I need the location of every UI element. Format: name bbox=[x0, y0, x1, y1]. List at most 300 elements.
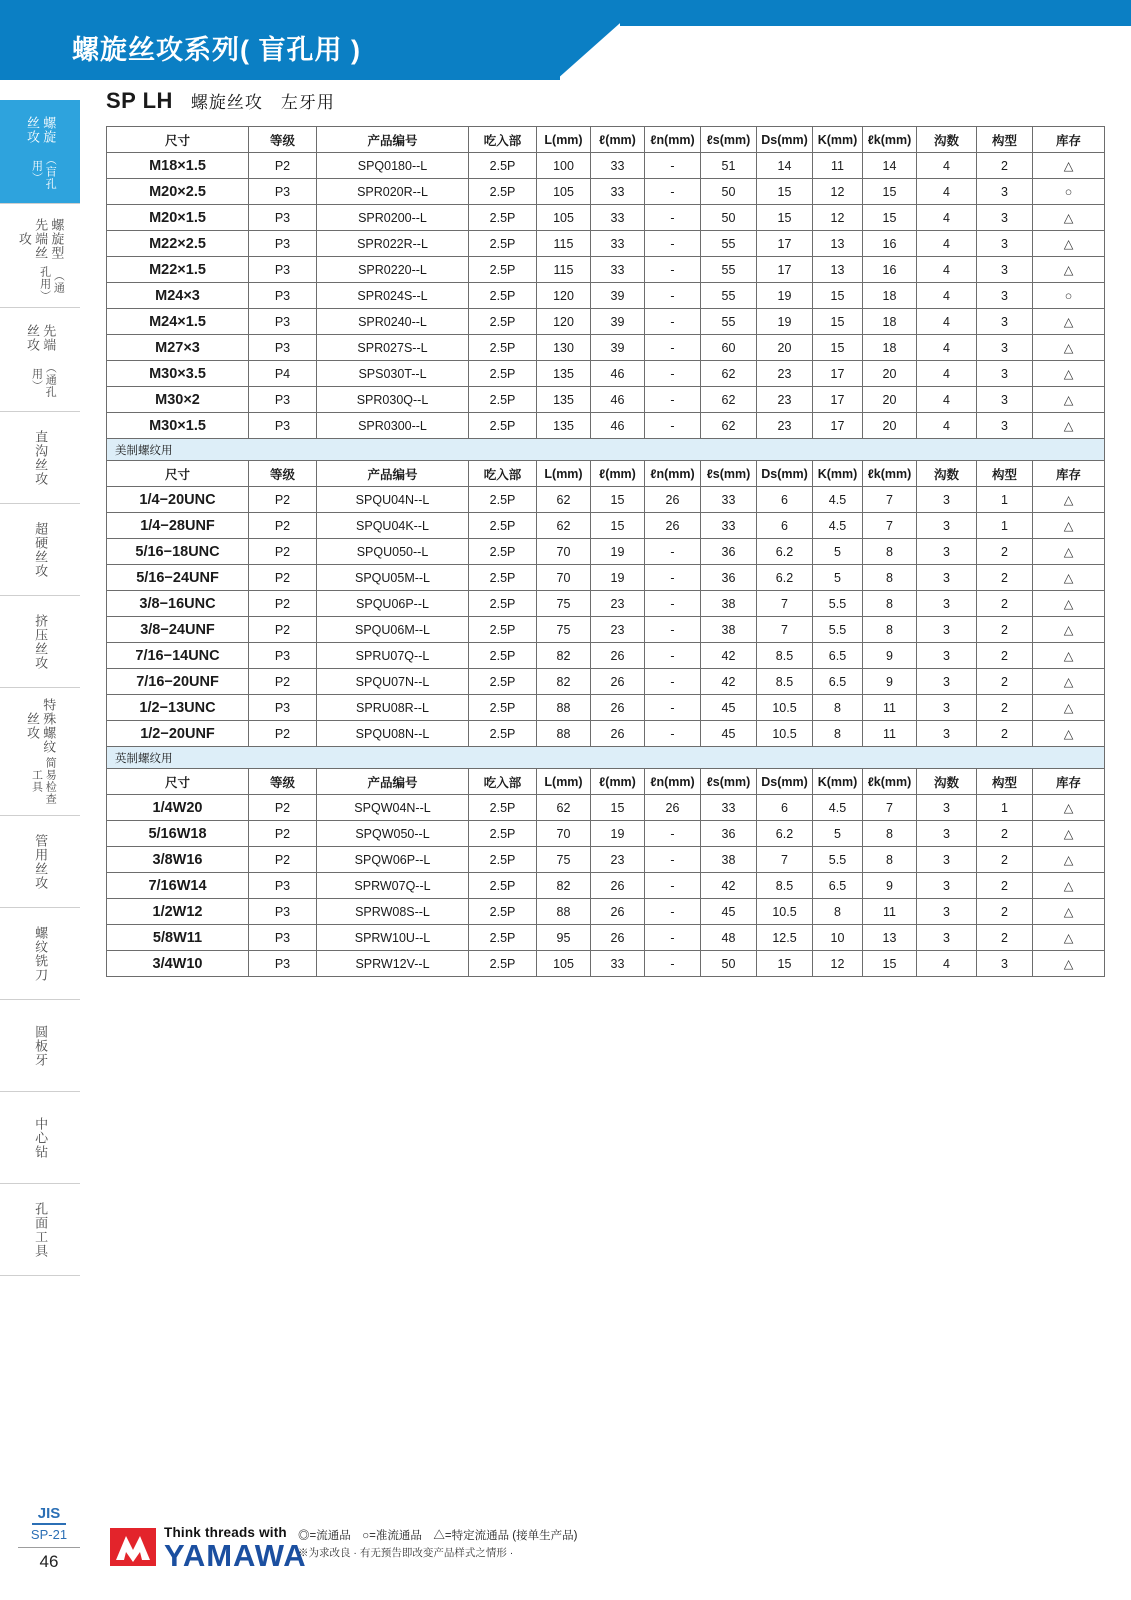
cell-9: 15 bbox=[813, 335, 863, 361]
cell-1: P3 bbox=[249, 387, 317, 413]
column-header-5 bbox=[591, 127, 645, 153]
cell-stock: △ bbox=[1033, 591, 1105, 617]
column-header-unit: (mm) bbox=[552, 774, 583, 789]
cell-size: 7/16W14 bbox=[107, 873, 249, 899]
cell-product-code: SPR0240--L bbox=[317, 309, 469, 335]
cell-6: - bbox=[645, 925, 701, 951]
sidebar-item-label: 先端丝攻 bbox=[25, 323, 57, 352]
cell-8: 7 bbox=[757, 617, 813, 643]
cell-1: P3 bbox=[249, 413, 317, 439]
column-header-label: ℓk bbox=[867, 774, 881, 789]
cell-4: 115 bbox=[537, 231, 591, 257]
column-header-11 bbox=[917, 461, 977, 487]
cell-10: 7 bbox=[863, 795, 917, 821]
cell-11: 3 bbox=[917, 565, 977, 591]
cell-9: 13 bbox=[813, 257, 863, 283]
cell-10: 9 bbox=[863, 643, 917, 669]
table-row bbox=[107, 643, 1105, 669]
spec-table-container bbox=[106, 126, 1081, 977]
cell-stock: △ bbox=[1033, 925, 1105, 951]
cell-6: - bbox=[645, 413, 701, 439]
column-header-12 bbox=[977, 769, 1033, 795]
column-header-unit: (mm) bbox=[777, 132, 808, 147]
table-row bbox=[107, 231, 1105, 257]
cell-4: 82 bbox=[537, 643, 591, 669]
table-row bbox=[107, 513, 1105, 539]
table-row bbox=[107, 565, 1105, 591]
cell-11: 3 bbox=[917, 795, 977, 821]
cell-product-code: SPQW04N--L bbox=[317, 795, 469, 821]
table-row bbox=[107, 283, 1105, 309]
cell-1: P2 bbox=[249, 153, 317, 179]
column-header-label: ℓn bbox=[650, 466, 665, 481]
cell-12: 3 bbox=[977, 413, 1033, 439]
jis-label: JIS bbox=[32, 1505, 67, 1525]
cell-size: 1/4−28UNF bbox=[107, 513, 249, 539]
cell-11: 3 bbox=[917, 617, 977, 643]
cell-8: 20 bbox=[757, 335, 813, 361]
column-header-6 bbox=[645, 127, 701, 153]
cell-10: 14 bbox=[863, 153, 917, 179]
cell-12: 2 bbox=[977, 643, 1033, 669]
column-header-12 bbox=[977, 127, 1033, 153]
cell-10: 11 bbox=[863, 899, 917, 925]
column-header-label: Ds bbox=[761, 132, 778, 147]
cell-10: 16 bbox=[863, 231, 917, 257]
column-header-3 bbox=[469, 769, 537, 795]
cell-6: - bbox=[645, 387, 701, 413]
cell-12: 2 bbox=[977, 925, 1033, 951]
cell-6: - bbox=[645, 565, 701, 591]
cell-5: 26 bbox=[591, 721, 645, 747]
cell-size: 7/16−14UNC bbox=[107, 643, 249, 669]
cell-4: 135 bbox=[537, 387, 591, 413]
column-header-unit: (mm) bbox=[826, 132, 858, 147]
cell-9: 5 bbox=[813, 821, 863, 847]
column-header-unit: (mm) bbox=[664, 774, 695, 789]
sidebar-item-4[interactable] bbox=[0, 504, 80, 596]
cell-9: 13 bbox=[813, 231, 863, 257]
cell-product-code: SPR022R--L bbox=[317, 231, 469, 257]
column-header-4 bbox=[537, 461, 591, 487]
sidebar-item-label: 螺纹铣刀 bbox=[33, 925, 49, 982]
cell-4: 88 bbox=[537, 695, 591, 721]
cell-stock: ○ bbox=[1033, 283, 1105, 309]
table-row bbox=[107, 795, 1105, 821]
cell-9: 5.5 bbox=[813, 617, 863, 643]
sidebar-item-6[interactable] bbox=[0, 688, 80, 816]
column-header-unit: (mm) bbox=[605, 466, 636, 481]
cell-7: 50 bbox=[701, 205, 757, 231]
cell-6: - bbox=[645, 309, 701, 335]
cell-12: 3 bbox=[977, 179, 1033, 205]
cell-product-code: SPQU06M--L bbox=[317, 617, 469, 643]
sidebar-item-label: 直沟丝攻 bbox=[33, 429, 49, 486]
cell-3: 2.5P bbox=[469, 925, 537, 951]
column-header-unit: (mm) bbox=[719, 132, 751, 147]
sidebar-item-8[interactable] bbox=[0, 908, 80, 1000]
jis-code: SP-21 bbox=[30, 1527, 68, 1542]
cell-7: 42 bbox=[701, 643, 757, 669]
cell-9: 6.5 bbox=[813, 643, 863, 669]
cell-5: 19 bbox=[591, 821, 645, 847]
column-header-0 bbox=[107, 461, 249, 487]
cell-8: 10.5 bbox=[757, 695, 813, 721]
cell-8: 15 bbox=[757, 205, 813, 231]
cell-9: 17 bbox=[813, 387, 863, 413]
yamawa-mark-icon bbox=[110, 1524, 156, 1570]
cell-stock: △ bbox=[1033, 205, 1105, 231]
cell-6: - bbox=[645, 821, 701, 847]
cell-10: 15 bbox=[863, 205, 917, 231]
cell-5: 15 bbox=[591, 795, 645, 821]
cell-4: 100 bbox=[537, 153, 591, 179]
cell-9: 15 bbox=[813, 283, 863, 309]
cell-7: 55 bbox=[701, 283, 757, 309]
cell-3: 2.5P bbox=[469, 643, 537, 669]
cell-size: M22×2.5 bbox=[107, 231, 249, 257]
cell-1: P3 bbox=[249, 925, 317, 951]
cell-7: 60 bbox=[701, 335, 757, 361]
cell-10: 8 bbox=[863, 617, 917, 643]
cell-product-code: SPRW08S--L bbox=[317, 899, 469, 925]
cell-5: 23 bbox=[591, 847, 645, 873]
column-header-label: 产品编号 bbox=[367, 775, 418, 790]
column-header-9 bbox=[813, 769, 863, 795]
cell-product-code: SPQ0180--L bbox=[317, 153, 469, 179]
cell-stock: △ bbox=[1033, 413, 1105, 439]
cell-7: 38 bbox=[701, 591, 757, 617]
cell-3: 2.5P bbox=[469, 361, 537, 387]
cell-11: 4 bbox=[917, 283, 977, 309]
cell-12: 2 bbox=[977, 539, 1033, 565]
cell-size: M30×1.5 bbox=[107, 413, 249, 439]
cell-6: - bbox=[645, 231, 701, 257]
cell-6: - bbox=[645, 205, 701, 231]
sidebar-item-1[interactable] bbox=[0, 204, 80, 308]
table-row bbox=[107, 669, 1105, 695]
column-header-3 bbox=[469, 461, 537, 487]
cell-5: 19 bbox=[591, 539, 645, 565]
cell-6: - bbox=[645, 591, 701, 617]
cell-6: - bbox=[645, 847, 701, 873]
table-row bbox=[107, 179, 1105, 205]
cell-4: 105 bbox=[537, 179, 591, 205]
table-header-row bbox=[107, 769, 1105, 795]
column-header-label: K bbox=[817, 774, 827, 789]
column-header-10 bbox=[863, 769, 917, 795]
column-header-label: ℓ bbox=[599, 132, 606, 147]
column-header-unit: (mm) bbox=[826, 466, 858, 481]
cell-7: 38 bbox=[701, 847, 757, 873]
cell-11: 3 bbox=[917, 513, 977, 539]
header-top-strip bbox=[620, 0, 1131, 26]
table-row bbox=[107, 539, 1105, 565]
cell-product-code: SPQU05M--L bbox=[317, 565, 469, 591]
cell-9: 4.5 bbox=[813, 795, 863, 821]
sidebar-item-5[interactable] bbox=[0, 596, 80, 688]
cell-4: 88 bbox=[537, 721, 591, 747]
cell-1: P3 bbox=[249, 283, 317, 309]
cell-3: 2.5P bbox=[469, 721, 537, 747]
brand-name: YAMAWA bbox=[164, 1537, 307, 1573]
cell-8: 17 bbox=[757, 231, 813, 257]
cell-7: 51 bbox=[701, 153, 757, 179]
cell-11: 4 bbox=[917, 951, 977, 977]
column-header-label: ℓs bbox=[706, 774, 720, 789]
cell-10: 15 bbox=[863, 179, 917, 205]
cell-size: 3/8−24UNF bbox=[107, 617, 249, 643]
column-header-7 bbox=[701, 769, 757, 795]
cell-stock: △ bbox=[1033, 231, 1105, 257]
column-header-unit: (mm) bbox=[826, 774, 858, 789]
cell-11: 3 bbox=[917, 821, 977, 847]
cell-stock: △ bbox=[1033, 899, 1105, 925]
page-header bbox=[0, 0, 1131, 80]
table-row bbox=[107, 951, 1105, 977]
column-header-unit: (mm) bbox=[605, 774, 636, 789]
cell-8: 12.5 bbox=[757, 925, 813, 951]
cell-1: P2 bbox=[249, 487, 317, 513]
table-row bbox=[107, 695, 1105, 721]
section-name: 螺旋丝攻 bbox=[190, 93, 263, 112]
column-header-4 bbox=[537, 769, 591, 795]
cell-1: P3 bbox=[249, 873, 317, 899]
sidebar-item-label: 圆板牙 bbox=[33, 1024, 49, 1067]
cell-10: 9 bbox=[863, 669, 917, 695]
cell-stock: △ bbox=[1033, 795, 1105, 821]
cell-12: 2 bbox=[977, 847, 1033, 873]
sidebar-item-9[interactable] bbox=[0, 1000, 80, 1092]
cell-stock: △ bbox=[1033, 821, 1105, 847]
cell-5: 26 bbox=[591, 925, 645, 951]
cell-12: 1 bbox=[977, 513, 1033, 539]
table-band-row bbox=[107, 439, 1105, 461]
cell-6: - bbox=[645, 283, 701, 309]
cell-3: 2.5P bbox=[469, 669, 537, 695]
cell-6: - bbox=[645, 873, 701, 899]
cell-3: 2.5P bbox=[469, 487, 537, 513]
cell-3: 2.5P bbox=[469, 899, 537, 925]
column-header-label: 等级 bbox=[269, 133, 295, 148]
page-footer bbox=[0, 1480, 1131, 1600]
cell-3: 2.5P bbox=[469, 513, 537, 539]
cell-4: 82 bbox=[537, 669, 591, 695]
cell-product-code: SPR0300--L bbox=[317, 413, 469, 439]
column-header-label: L bbox=[544, 774, 553, 789]
cell-1: P2 bbox=[249, 721, 317, 747]
section-code: SP LH bbox=[106, 88, 173, 113]
sidebar-item-10[interactable] bbox=[0, 1092, 80, 1184]
cell-3: 2.5P bbox=[469, 387, 537, 413]
cell-product-code: SPR030Q--L bbox=[317, 387, 469, 413]
cell-5: 33 bbox=[591, 257, 645, 283]
cell-9: 8 bbox=[813, 721, 863, 747]
table-row bbox=[107, 847, 1105, 873]
cell-3: 2.5P bbox=[469, 847, 537, 873]
sidebar-item-label: 中心钻 bbox=[33, 1116, 49, 1159]
sidebar-item-sublabel: （通孔用） bbox=[38, 266, 65, 303]
cell-10: 8 bbox=[863, 565, 917, 591]
cell-6: - bbox=[645, 153, 701, 179]
cell-5: 15 bbox=[591, 487, 645, 513]
cell-11: 4 bbox=[917, 335, 977, 361]
cell-9: 5 bbox=[813, 565, 863, 591]
cell-6: - bbox=[645, 335, 701, 361]
cell-9: 5.5 bbox=[813, 847, 863, 873]
cell-6: - bbox=[645, 899, 701, 925]
cell-3: 2.5P bbox=[469, 695, 537, 721]
column-header-9 bbox=[813, 127, 863, 153]
column-header-label: 吃入部 bbox=[483, 467, 522, 482]
cell-5: 33 bbox=[591, 205, 645, 231]
cell-4: 105 bbox=[537, 951, 591, 977]
column-header-13 bbox=[1033, 769, 1105, 795]
cell-5: 46 bbox=[591, 387, 645, 413]
cell-size: 3/8−16UNC bbox=[107, 591, 249, 617]
table-row bbox=[107, 721, 1105, 747]
cell-1: P2 bbox=[249, 669, 317, 695]
cell-6: - bbox=[645, 617, 701, 643]
column-header-1 bbox=[249, 461, 317, 487]
cell-3: 2.5P bbox=[469, 179, 537, 205]
cell-11: 4 bbox=[917, 179, 977, 205]
cell-size: M20×1.5 bbox=[107, 205, 249, 231]
cell-8: 23 bbox=[757, 361, 813, 387]
column-header-label: ℓk bbox=[867, 466, 881, 481]
cell-8: 19 bbox=[757, 283, 813, 309]
cell-4: 82 bbox=[537, 873, 591, 899]
cell-11: 3 bbox=[917, 899, 977, 925]
table-band-row bbox=[107, 747, 1105, 769]
cell-1: P2 bbox=[249, 795, 317, 821]
cell-6: - bbox=[645, 695, 701, 721]
sidebar-item-11[interactable] bbox=[0, 1184, 80, 1276]
cell-7: 45 bbox=[701, 721, 757, 747]
cell-11: 4 bbox=[917, 361, 977, 387]
cell-product-code: SPQU07N--L bbox=[317, 669, 469, 695]
table-row bbox=[107, 361, 1105, 387]
cell-3: 2.5P bbox=[469, 335, 537, 361]
column-header-label: ℓs bbox=[706, 132, 720, 147]
column-header-6 bbox=[645, 461, 701, 487]
cell-8: 10.5 bbox=[757, 899, 813, 925]
cell-1: P3 bbox=[249, 309, 317, 335]
cell-6: - bbox=[645, 179, 701, 205]
cell-product-code: SPQU050--L bbox=[317, 539, 469, 565]
sidebar-item-7[interactable] bbox=[0, 816, 80, 908]
cell-11: 4 bbox=[917, 257, 977, 283]
column-header-label: 尺寸 bbox=[164, 775, 190, 790]
sidebar-item-2[interactable] bbox=[0, 308, 80, 412]
column-header-4 bbox=[537, 127, 591, 153]
column-header-label: 构型 bbox=[991, 133, 1017, 148]
column-header-unit: (mm) bbox=[719, 466, 751, 481]
cell-8: 8.5 bbox=[757, 643, 813, 669]
cell-5: 26 bbox=[591, 695, 645, 721]
cell-stock: △ bbox=[1033, 513, 1105, 539]
cell-size: M24×1.5 bbox=[107, 309, 249, 335]
sidebar-item-0[interactable] bbox=[0, 100, 80, 204]
table-header-row bbox=[107, 461, 1105, 487]
cell-stock: △ bbox=[1033, 487, 1105, 513]
cell-7: 33 bbox=[701, 795, 757, 821]
column-header-unit: (mm) bbox=[664, 466, 695, 481]
cell-4: 62 bbox=[537, 795, 591, 821]
sidebar-item-sublabel: （盲孔用） bbox=[30, 154, 57, 191]
cell-11: 3 bbox=[917, 487, 977, 513]
column-header-13 bbox=[1033, 127, 1105, 153]
cell-9: 8 bbox=[813, 899, 863, 925]
cell-4: 120 bbox=[537, 283, 591, 309]
cell-product-code: SPRW10U--L bbox=[317, 925, 469, 951]
cell-5: 46 bbox=[591, 361, 645, 387]
cell-4: 62 bbox=[537, 513, 591, 539]
cell-5: 39 bbox=[591, 335, 645, 361]
cell-10: 18 bbox=[863, 335, 917, 361]
cell-9: 4.5 bbox=[813, 513, 863, 539]
cell-9: 5.5 bbox=[813, 591, 863, 617]
section-note: 左牙用 bbox=[280, 93, 335, 112]
cell-5: 26 bbox=[591, 899, 645, 925]
cell-1: P2 bbox=[249, 591, 317, 617]
cell-5: 23 bbox=[591, 591, 645, 617]
column-header-label: ℓn bbox=[650, 774, 665, 789]
cell-10: 7 bbox=[863, 487, 917, 513]
column-header-label: ℓ bbox=[599, 774, 606, 789]
cell-size: M27×3 bbox=[107, 335, 249, 361]
sidebar-item-label: 特殊螺纹丝攻 bbox=[25, 698, 57, 755]
cell-10: 18 bbox=[863, 309, 917, 335]
cell-4: 120 bbox=[537, 309, 591, 335]
cell-4: 75 bbox=[537, 847, 591, 873]
cell-5: 33 bbox=[591, 153, 645, 179]
cell-5: 26 bbox=[591, 669, 645, 695]
column-header-8 bbox=[757, 769, 813, 795]
cell-10: 16 bbox=[863, 257, 917, 283]
cell-5: 19 bbox=[591, 565, 645, 591]
cell-11: 3 bbox=[917, 925, 977, 951]
cell-product-code: SPRU07Q--L bbox=[317, 643, 469, 669]
column-header-6 bbox=[645, 769, 701, 795]
cell-stock: △ bbox=[1033, 565, 1105, 591]
brand-tagline: Think threads with bbox=[164, 1524, 287, 1540]
cell-12: 3 bbox=[977, 231, 1033, 257]
column-header-unit: (mm) bbox=[552, 466, 583, 481]
sidebar-item-3[interactable] bbox=[0, 412, 80, 504]
cell-size: M18×1.5 bbox=[107, 153, 249, 179]
cell-stock: △ bbox=[1033, 695, 1105, 721]
cell-7: 62 bbox=[701, 387, 757, 413]
cell-4: 105 bbox=[537, 205, 591, 231]
cell-5: 39 bbox=[591, 283, 645, 309]
column-header-12 bbox=[977, 461, 1033, 487]
cell-5: 26 bbox=[591, 873, 645, 899]
cell-12: 2 bbox=[977, 669, 1033, 695]
column-header-1 bbox=[249, 127, 317, 153]
cell-size: M30×3.5 bbox=[107, 361, 249, 387]
column-header-unit: (mm) bbox=[880, 132, 912, 147]
cell-12: 2 bbox=[977, 899, 1033, 925]
cell-8: 6 bbox=[757, 513, 813, 539]
cell-8: 10.5 bbox=[757, 721, 813, 747]
cell-stock: △ bbox=[1033, 257, 1105, 283]
cell-4: 70 bbox=[537, 565, 591, 591]
column-header-10 bbox=[863, 461, 917, 487]
sidebar-item-label: 螺旋丝攻 bbox=[25, 115, 57, 144]
cell-5: 33 bbox=[591, 231, 645, 257]
table-row bbox=[107, 487, 1105, 513]
